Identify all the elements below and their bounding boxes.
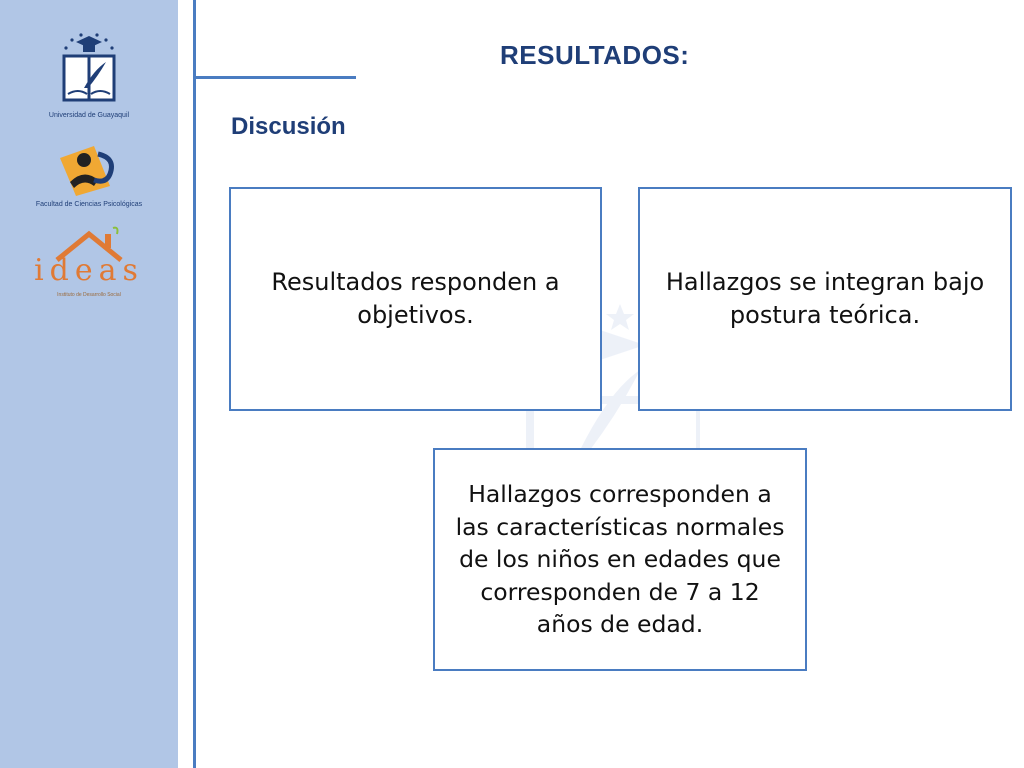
university-caption: Universidad de Guayaquil <box>48 112 130 119</box>
university-book-icon <box>54 30 124 108</box>
discussion-box-1-text: Resultados responden a objetivos. <box>271 267 560 329</box>
header-underline <box>193 76 356 79</box>
discussion-box-1 <box>229 187 602 411</box>
discussion-box-2-text: Hallazgos se integran bajo postura teórica. <box>665 267 985 329</box>
discussion-box-3 <box>433 448 807 671</box>
university-logo <box>0 30 178 113</box>
page-title: RESULTADOS: <box>500 40 690 70</box>
faculty-emblem-icon <box>54 140 124 198</box>
discussion-box-3-text: Hallazgos corresponden a las características normales de los niños en edades que corresponden de 7 a 12 años de edad. <box>455 480 785 639</box>
section-subtitle: Discusión <box>231 113 346 140</box>
sidebar <box>0 0 178 768</box>
ideas-wordmark: ideas <box>34 253 144 288</box>
faculty-caption: Facultad de Ciencias Psicológicas <box>35 201 143 208</box>
discussion-box-2 <box>638 187 1012 411</box>
faculty-logo <box>0 140 178 203</box>
ideas-tagline: Instituto de Desarrollo Social <box>57 292 121 298</box>
vertical-divider <box>193 0 196 768</box>
